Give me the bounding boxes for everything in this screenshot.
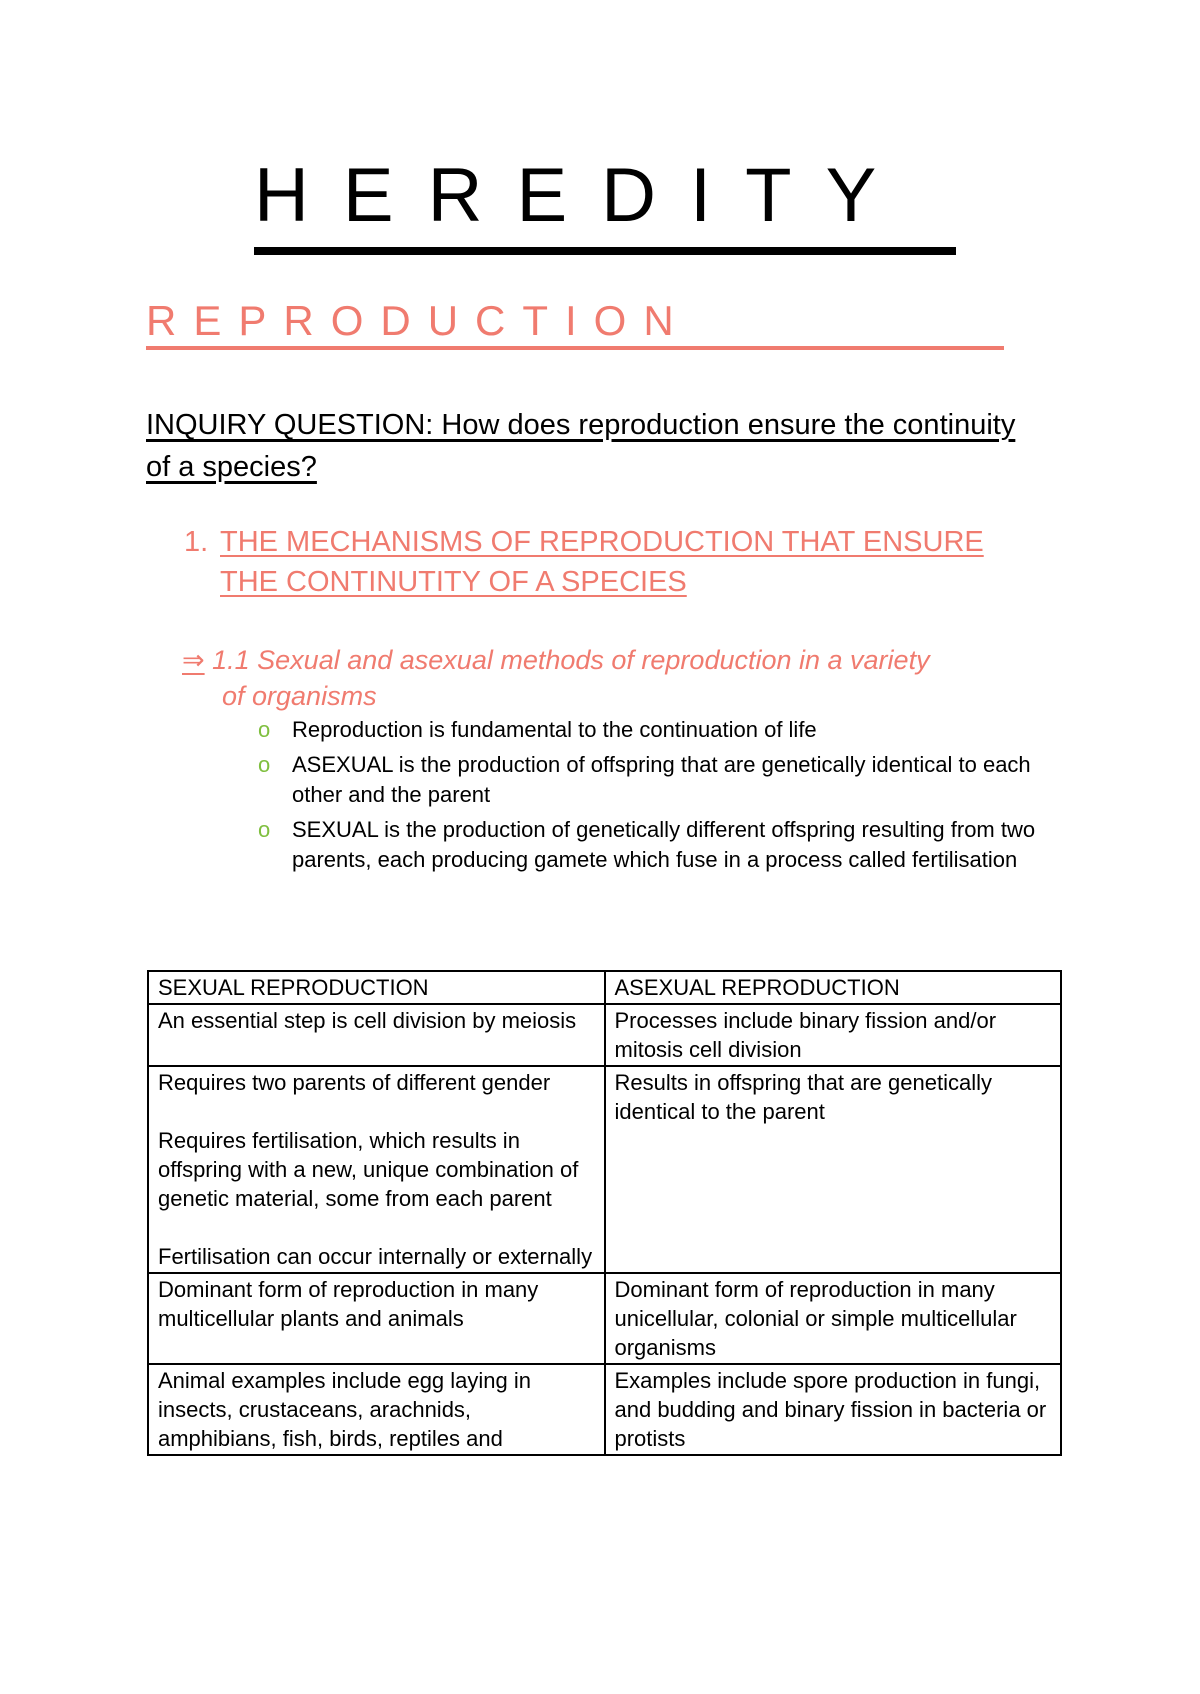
cell-text: Dominant form of reproduction in many multicellular plants and animals [158,1277,539,1331]
cell-text: Results in offspring that are genetically identical to the parent [614,1070,992,1124]
cell-text: Fertilisation can occur internally or externally [158,1244,593,1269]
bullet-text: ASEXUAL is the production of offspring that are genetically identical to each other and the parent [292,752,1031,807]
list-item [258,715,1078,745]
table-row [148,1066,1061,1273]
inquiry-question: INQUIRY QUESTION: How does reproduction ensure the continuity of a species? [146,409,1016,483]
heading-1-line-2: THE CONTINUTITY OF A SPECIES [220,566,687,598]
cell-asexual [605,1364,1062,1455]
list-item [258,815,1078,875]
circle-bullet-icon: o [258,817,271,842]
cell-asexual [605,1273,1062,1364]
table-row [148,1273,1061,1364]
cell-text: Processes include binary fission and/or mitosis cell division [614,1008,997,1062]
section-title: REPRODUCTION [146,297,691,344]
circle-bullet-icon: o [258,717,271,742]
heading-1-line-1: THE MECHANISMS OF REPRODUCTION THAT ENSURE [220,526,984,558]
bullet-text: Reproduction is fundamental to the continuation of life [292,717,817,742]
cell-text: Dominant form of reproduction in many unicellular, colonial or simple multicellular organisms [614,1277,1017,1360]
header-sexual: SEXUAL REPRODUCTION [148,971,605,1004]
cell-text: Examples include spore production in fungi, and budding and binary fission in bacteria or protists [614,1368,1047,1451]
table-header-row [148,971,1061,1004]
arrow-icon: ⇒ [182,645,205,675]
cell-text: An essential step is cell division by meiosis [158,1008,577,1033]
cell-sexual [148,1364,605,1455]
heading-1-number: 1. [184,526,209,558]
cell-asexual [605,1066,1062,1273]
bullet-text: SEXUAL is the production of genetically different offspring resulting from two parents, each producing gamete which fuse in a process called fertilisation [292,817,1036,872]
heading-1 [184,522,1064,602]
sub-heading-1-1 [182,642,1062,714]
list-item [258,750,1078,810]
cell-text: Animal examples include egg laying in insects, crustaceans, arachnids, amphibians, fish, birds, reptiles and [158,1368,531,1451]
header-asexual: ASEXUAL REPRODUCTION [605,971,1062,1004]
cell-sexual [148,1004,605,1066]
table-row [148,1004,1061,1066]
circle-bullet-icon: o [258,752,271,777]
sub-heading-line-1: 1.1 Sexual and asexual methods of reproduction in a variety [204,645,930,675]
section-underline [146,346,1004,350]
cell-sexual [148,1066,605,1273]
title-underline [254,247,956,255]
bullet-list [258,715,1078,880]
sub-heading-line-2: of organisms [222,681,377,711]
cell-text: Requires fertilisation, which results in offspring with a new, unique combination of genetic material, some from each parent [158,1128,579,1211]
cell-text: Requires two parents of different gender [158,1070,551,1095]
page-title: HEREDITY [254,153,911,238]
table-row [148,1364,1061,1455]
cell-asexual [605,1004,1062,1066]
comparison-table [147,970,1062,1456]
cell-sexual [148,1273,605,1364]
